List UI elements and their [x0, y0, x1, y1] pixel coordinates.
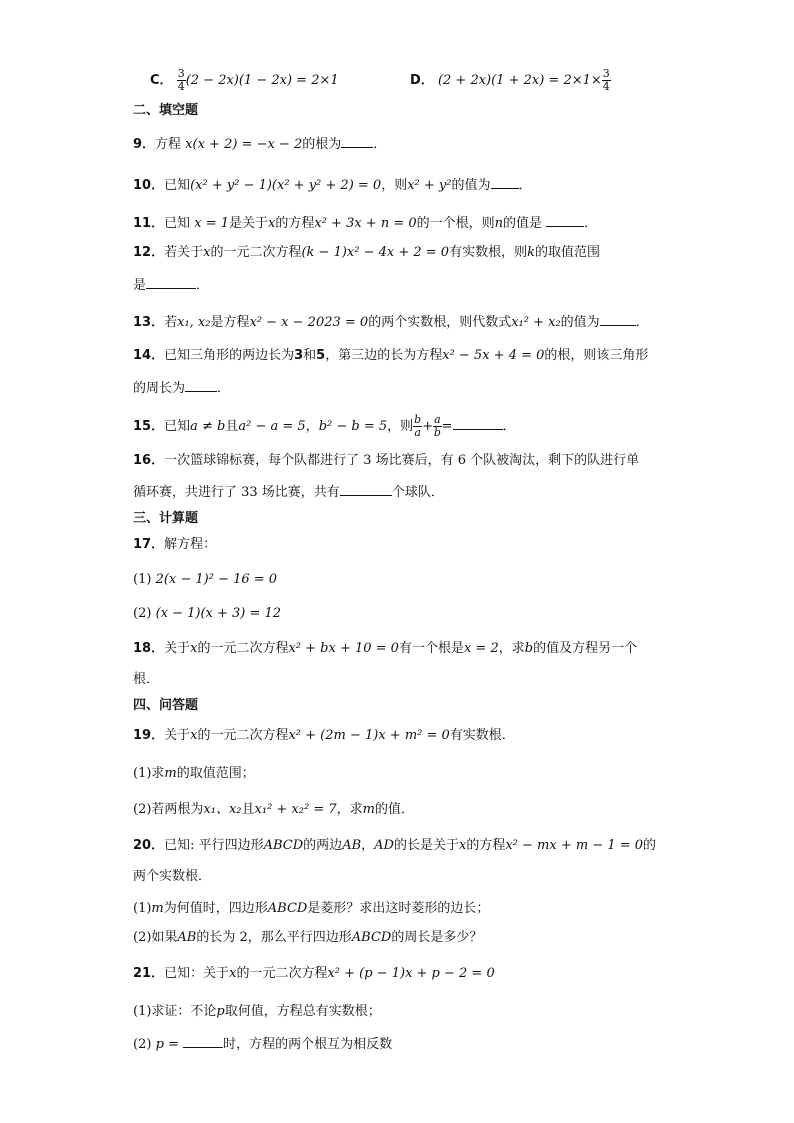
q21-text-mid: 的一元二次方程: [236, 966, 328, 981]
q19-and: 且: [241, 802, 255, 817]
q15-condition: a ≠ b: [190, 419, 226, 434]
q13-roots: x₁, x₂: [177, 315, 211, 330]
q19-part2-text: (2)若两根为: [133, 802, 204, 817]
q12-end: ．: [196, 278, 210, 293]
question-number: 13．: [133, 315, 165, 330]
q20-side-ab2: AB: [177, 930, 197, 945]
question-19-part1: [133, 765, 255, 783]
q12-variable: x: [203, 245, 211, 260]
question-10: [133, 175, 532, 195]
q21-part2-label: (2): [133, 1037, 152, 1052]
question-12: [133, 244, 600, 262]
q10-expression: x² + y²: [407, 178, 452, 193]
q12-variable-k: k: [527, 245, 535, 260]
q17-text: 解方程：: [164, 537, 217, 552]
q11-text-mid: 是关于: [229, 216, 269, 231]
q18-root: x = 2: [463, 641, 499, 656]
q20-part2-label: (2)如果: [133, 930, 178, 945]
option-c-frac-num: 3: [177, 67, 185, 80]
section-heading-calculation: 三、计算题: [133, 511, 199, 526]
q12-equation: (k − 1)x² − 4x + 2 = 0: [301, 245, 450, 260]
q19-variable-m: m: [164, 766, 177, 781]
q18-line2-text: 根．: [133, 672, 160, 687]
q10-end: ．: [518, 178, 532, 193]
q12-text: 若关于: [164, 245, 204, 260]
q11-variable-n: n: [494, 216, 504, 231]
q13-expression: x₁² + x₂: [511, 315, 561, 330]
q11-text-mid2: 的方程: [275, 216, 315, 231]
q21-variable-p: p: [216, 1004, 225, 1019]
q15-end: ．: [502, 419, 516, 434]
q11-text: 已知: [164, 216, 195, 231]
q15-plus: +: [422, 419, 434, 434]
q19-equation: x² + (2m − 1)x + m² = 0: [288, 728, 450, 743]
question-number: 10．: [133, 178, 165, 193]
q11-end: ．: [584, 216, 598, 231]
q18-variable-b: b: [524, 641, 534, 656]
question-14: [133, 347, 648, 365]
answer-blank[interactable]: [341, 134, 373, 148]
answer-blank[interactable]: [146, 275, 196, 289]
q14-side-a: 3: [294, 348, 304, 363]
q10-text: 已知: [164, 178, 191, 193]
question-13: [133, 312, 649, 332]
q14-text-mid: ，第三边的长为方程: [325, 348, 443, 363]
q10-text-post: 的值为: [451, 178, 491, 193]
q13-text-post: 的值为: [560, 315, 600, 330]
q17-part1-label: (1): [133, 572, 152, 587]
q14-end: ．: [217, 381, 231, 396]
question-16: [133, 452, 639, 470]
q19-text: 关于: [164, 728, 191, 743]
q15-then: ，则: [387, 419, 414, 434]
option-d-frac-num: 3: [602, 67, 610, 80]
q14-and: 和: [303, 348, 317, 363]
q15-equals: =: [441, 419, 453, 434]
q12-text-post2: 的取值范围: [534, 245, 600, 260]
q21-part1-post: 取何值，方程总有实数根；: [224, 1004, 381, 1019]
q20-variable-m: m: [151, 901, 164, 916]
question-number: 12．: [133, 245, 165, 260]
q19-text-post: 有实数根．: [449, 728, 515, 743]
q9-end: ．: [373, 137, 387, 152]
q20-shape2: ABCD: [267, 901, 308, 916]
q19-part1-post: 的取值范围；: [176, 766, 255, 781]
question-15: [133, 414, 516, 439]
q20-text-mid2: 的长是关于: [393, 838, 459, 853]
q20-side-ab: AB: [342, 838, 362, 853]
question-number: 17．: [133, 537, 165, 552]
answer-blank[interactable]: [183, 1034, 223, 1048]
q18-text-mid2: 有一个根是: [398, 641, 464, 656]
q19-text-mid: 的一元二次方程: [197, 728, 289, 743]
answer-blank[interactable]: [340, 482, 392, 496]
question-12-line2: [133, 275, 209, 295]
q13-text: 若: [164, 315, 178, 330]
q9-text-post: 的根为: [302, 137, 342, 152]
q9-text: 方程: [155, 137, 186, 152]
answer-blank[interactable]: [453, 416, 503, 430]
q20-shape: ABCD: [263, 838, 304, 853]
q14-side-b: 5: [316, 348, 326, 363]
q20-part1-text: 为何值时，四边形: [163, 901, 268, 916]
q19-variable: x: [190, 728, 198, 743]
question-9: [133, 134, 386, 154]
q14-text-post: 的根，则该三角形: [544, 348, 649, 363]
q21-part1-text: (1)求证：不论: [133, 1004, 217, 1019]
q18-text-post: 的值及方程另一个: [533, 641, 638, 656]
q21-equation: x² + (p − 1)x + p − 2 = 0: [327, 966, 495, 981]
q15-equation-b: b² − b = 5: [318, 419, 388, 434]
question-20-part2: [133, 929, 482, 947]
question-number: 15．: [133, 419, 165, 434]
q19-variable-m2: m: [362, 802, 375, 817]
q17-equation-1: 2(x − 1)² − 16 = 0: [155, 572, 278, 587]
option-c-fraction: [177, 68, 186, 93]
q20-separator: ，: [361, 838, 375, 853]
q13-equation: x² − x − 2023 = 0: [249, 315, 369, 330]
q12-text-mid: 的一元二次方程: [210, 245, 302, 260]
option-c-letter: C．: [150, 73, 173, 88]
option-d-fraction: [602, 68, 611, 93]
q19-condition: x₁² + x₂² = 7: [254, 802, 337, 817]
q20-shape3: ABCD: [351, 930, 392, 945]
q19-part2-post: 的值．: [374, 802, 414, 817]
q21-variable: x: [229, 966, 237, 981]
q19-part2-mid: ，求: [336, 802, 363, 817]
answer-blank[interactable]: [600, 312, 636, 326]
q15-frac2-den: b: [433, 426, 441, 439]
q15-text-mid: 且: [225, 419, 239, 434]
q19-roots: x₁、x₂: [203, 802, 242, 817]
section-heading-qa: 四、问答题: [133, 698, 199, 713]
q19-part1-text: (1)求: [133, 766, 165, 781]
question-17: [133, 536, 216, 554]
q16-end: 个球队．: [391, 485, 444, 500]
q20-part2-text: 的长为 2，那么平行四边形: [196, 930, 352, 945]
q11-text-post: 的值是: [503, 216, 547, 231]
q18-variable: x: [190, 641, 198, 656]
q21-text: 已知：关于: [164, 966, 230, 981]
q20-text-mid: 的两边: [303, 838, 343, 853]
option-c-frac-den: 4: [177, 80, 185, 93]
q20-side-ad: AD: [374, 838, 394, 853]
q20-variable: x: [458, 838, 467, 853]
q20-line2-text: 两个实数根．: [133, 869, 212, 884]
question-16-line2: [133, 482, 444, 502]
q13-text-mid: 是方程: [210, 315, 250, 330]
question-17-part2: [133, 605, 281, 623]
question-21: [133, 965, 495, 983]
option-d: [410, 68, 611, 93]
question-number: 19．: [133, 728, 165, 743]
q14-equation: x² − 5x + 4 = 0: [442, 348, 545, 363]
question-11: [133, 213, 597, 233]
question-21-part1: [133, 1003, 381, 1021]
question-number: 11．: [133, 216, 165, 231]
q13-end: ．: [635, 315, 649, 330]
q11-text-mid3: 的一个根，则: [416, 216, 495, 231]
q15-fraction-2: [433, 414, 442, 439]
question-19-part2: [133, 801, 414, 819]
q11-root: x = 1: [194, 216, 229, 231]
question-18-line2: [133, 671, 159, 689]
question-number: 14．: [133, 348, 165, 363]
q15-frac2-num: a: [434, 413, 441, 426]
q16-line2-text: 循环赛，共进行了 33 场比赛，共有: [133, 485, 340, 500]
q21-part2-post: 时，方程的两个根互为相反数: [223, 1037, 393, 1052]
q15-frac1-den: a: [414, 426, 421, 439]
answer-blank[interactable]: [546, 213, 584, 227]
q12-line2-text: 是: [133, 278, 147, 293]
question-21-part2: [133, 1034, 392, 1054]
q20-part2-post: 的周长是多少？: [391, 930, 483, 945]
option-d-equation: (2 + 2x)(1 + 2x) = 2×1×: [437, 73, 602, 88]
question-number: 9．: [133, 137, 156, 152]
q17-part2-label: (2): [133, 606, 152, 621]
q11-equation: x² + 3x + n = 0: [314, 216, 417, 231]
q12-text-post: 有实数根，则: [449, 245, 528, 260]
q20-text-post: 的: [643, 838, 657, 853]
q20-text-mid3: 的方程: [466, 838, 506, 853]
question-number: 16．: [133, 453, 165, 468]
section-heading-fill-blank: 二、填空题: [133, 103, 199, 118]
q15-fraction-1: [413, 414, 422, 439]
q18-text: 关于: [164, 641, 191, 656]
q15-equation-a: a² − a = 5: [238, 419, 306, 434]
option-c-equation: (2 − 2x)(1 − 2x) = 2×1: [185, 73, 339, 88]
q10-equation: (x² + y² − 1)(x² + y² + 2) = 0: [190, 178, 382, 193]
q20-text: 已知: 平行四边形: [164, 838, 264, 853]
question-number: 18．: [133, 641, 165, 656]
q18-equation: x² + bx + 10 = 0: [288, 641, 399, 656]
q11-variable: x: [268, 216, 276, 231]
question-20-part1: [133, 900, 489, 918]
q13-text-mid2: 的两个实数根，则代数式: [368, 315, 512, 330]
q9-equation: x(x + 2) = −x − 2: [185, 137, 303, 152]
option-d-letter: D．: [410, 73, 434, 88]
q16-text: 一次篮球锦标赛，每个队都进行了 3 场比赛后，有 6 个队被淘汰，剩下的队进行单: [164, 453, 640, 468]
option-d-frac-den: 4: [602, 80, 610, 93]
option-c: [150, 68, 339, 93]
q20-part1-post: 是菱形？求出这时菱形的边长；: [307, 901, 490, 916]
answer-blank[interactable]: [185, 378, 217, 392]
question-18: [133, 640, 637, 658]
q20-equation: x² − mx + m − 1 = 0: [505, 838, 644, 853]
q17-equation-2: (x − 1)(x + 3) = 12: [155, 606, 282, 621]
q18-text-mid: 的一元二次方程: [197, 641, 289, 656]
q21-p-equals: p =: [155, 1037, 179, 1052]
q15-text: 已知: [164, 419, 191, 434]
question-20: [133, 837, 656, 855]
q15-separator: ，: [305, 419, 319, 434]
question-number: 21．: [133, 966, 165, 981]
q18-text-mid3: ，求: [498, 641, 525, 656]
q20-part1-label: (1): [133, 901, 152, 916]
q14-line2-text: 的周长为: [133, 381, 186, 396]
q10-text-mid: ，则: [381, 178, 408, 193]
question-19: [133, 727, 515, 745]
answer-blank[interactable]: [491, 175, 519, 189]
question-17-part1: [133, 571, 277, 589]
q14-text: 已知三角形的两边长为: [164, 348, 295, 363]
q15-frac1-num: b: [414, 413, 422, 426]
question-number: 20．: [133, 838, 165, 853]
question-14-line2: [133, 378, 230, 398]
question-20-line2: [133, 868, 211, 886]
